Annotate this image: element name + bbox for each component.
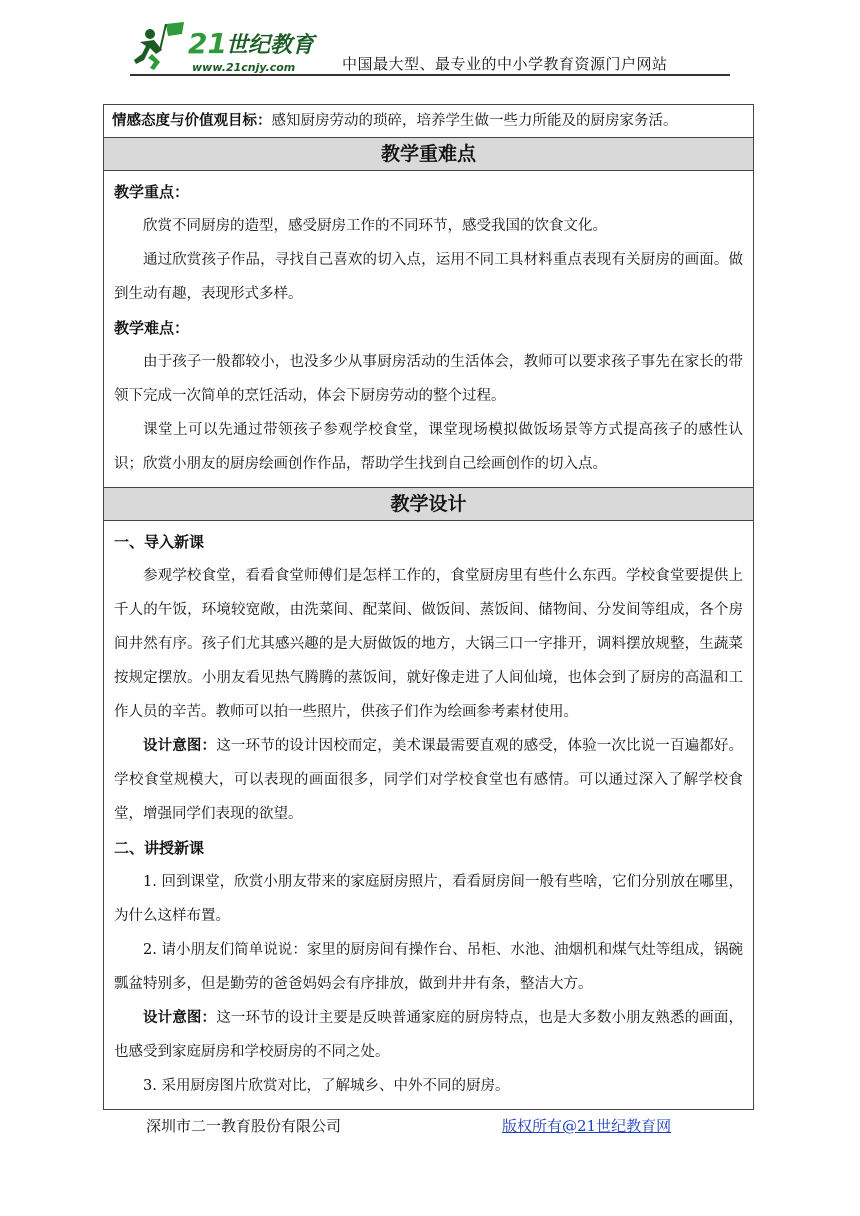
header-divider bbox=[130, 74, 730, 76]
difficult-point-paragraph: 课堂上可以先通过带领孩子参观学校食堂，课堂现场模拟做饭场景等方式提高孩子的感性认识；欣赏小朋友的厨房绘画创作作品，帮助学生找到自己绘画创作的切入点。 bbox=[114, 422, 743, 472]
logo-url: www.21cnjy.com bbox=[192, 61, 296, 74]
part1-intent bbox=[114, 729, 743, 831]
part2-item: 1. 回到课堂，欣赏小朋友带来的家庭厨房照片，看看厨房间一般有些啥，它们分别放在哪里，为什么这样布置。 bbox=[114, 874, 743, 924]
part2-intent bbox=[114, 1001, 743, 1069]
logo-text: 世纪教育 bbox=[226, 33, 315, 58]
key-point-paragraph: 通过欣赏孩子作品，寻找自己喜欢的切入点，运用不同工具材料重点表现有关厨房的画面。做到生动有趣，表现形式多样。 bbox=[114, 252, 743, 302]
section-title-design: 教学设计 bbox=[104, 488, 754, 521]
footer-company: 深圳市二一教育股份有限公司 bbox=[146, 1117, 342, 1135]
design-cell bbox=[104, 521, 754, 1110]
svg-text:21: 21 bbox=[188, 27, 227, 60]
page-header bbox=[0, 0, 860, 80]
goal-row bbox=[104, 105, 754, 138]
part1-title: 一、导入新课 bbox=[114, 533, 205, 551]
goal-label: 情感态度与价值观目标： bbox=[112, 113, 272, 129]
difficult-points-label: 教学难点： bbox=[114, 319, 190, 337]
part1-paragraph: 参观学校食堂，看看食堂师傅们是怎样工作的，食堂厨房里有些什么东西。学校食堂要提供上千人的午饭，环境较宽敞，由洗菜间、配菜间、做饭间、蒸饭间、储物间、分发间等组成，各个房间井然有序。孩子们尤其感兴趣的是大厨做饭的地方，大锅三口一字排开，调料摆放规整，生蔬菜按规定摆放。小朋友看见热气腾腾的蒸饭间，就好像走进了人间仙境，也体会到了厨房的高温和工作人员的辛苦。教师可以拍一些照片，供孩子们作为绘画参考素材使用。 bbox=[114, 568, 743, 720]
part2-title: 二、讲授新课 bbox=[114, 839, 205, 857]
site-tagline: 中国最大型、最专业的中小学教育资源门户网站 bbox=[342, 55, 668, 73]
part2-item: 2. 请小朋友们简单说说：家里的厨房间有操作台、吊柜、水池、油烟机和煤气灶等组成，锅碗瓢盆特别多，但是勤劳的爸爸妈妈会有序排放，做到井井有条，整洁大方。 bbox=[114, 942, 743, 992]
part2-item: 3. 采用厨房图片欣赏对比，了解城乡、中外不同的厨房。 bbox=[143, 1078, 510, 1094]
section-title-difficulty: 教学重难点 bbox=[104, 138, 754, 171]
goal-text: 感知厨房劳动的琐碎，培养学生做一些力所能及的厨房家务活。 bbox=[271, 113, 678, 129]
difficult-point-paragraph: 由于孩子一般都较小，也没多少从事厨房活动的生活体会，教师可以要求孩子事先在家长的带领下完成一次简单的烹饪活动，体会下厨房劳动的整个过程。 bbox=[114, 354, 743, 404]
key-points-label: 教学重点： bbox=[114, 183, 190, 201]
runner-flag-icon bbox=[134, 22, 184, 70]
intent-text: 这一环节的设计主要是反映普通家庭的厨房特点，也是大多数小朋友熟悉的画面，也感受到家庭厨房和学校厨房的不同之处。 bbox=[114, 1010, 743, 1060]
key-point-paragraph: 欣赏不同厨房的造型，感受厨房工作的不同环节，感受我国的饮食文化。 bbox=[143, 218, 607, 234]
difficulty-cell bbox=[104, 171, 754, 488]
footer-copyright-link[interactable]: 版权所有@21世纪教育网 bbox=[502, 1117, 672, 1135]
intent-text: 这一环节的设计因校而定，美术课最需要直观的感受，体验一次比说一百遍都好。学校食堂规模大，可以表现的画面很多，同学们对学校食堂也有感情。可以通过深入了解学校食堂，增强同学们表现的欲望。 bbox=[114, 738, 743, 822]
lesson-plan-table bbox=[103, 104, 754, 1110]
site-logo[interactable] bbox=[130, 20, 330, 76]
intent-label: 设计意图： bbox=[143, 738, 217, 754]
intent-label: 设计意图： bbox=[143, 1010, 217, 1026]
